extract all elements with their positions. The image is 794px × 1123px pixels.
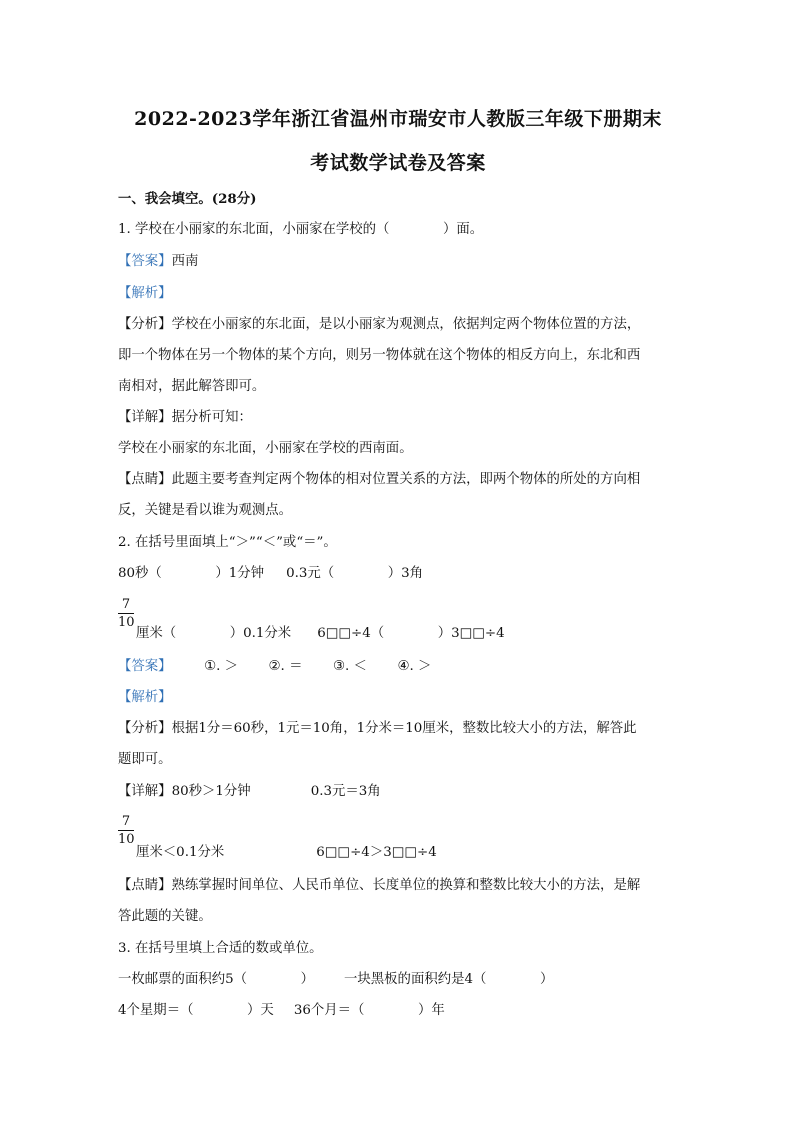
question-3: 3. 在括号里填上合适的数或单位。 — [118, 941, 323, 956]
q3-row2 — [118, 999, 445, 1018]
q3-item-c: 4个星期＝（ ）天 — [118, 1003, 274, 1018]
remark-label: 【点睛】 — [118, 878, 172, 893]
q1-remark-line2: 反，关键是看以谁为观测点。 — [118, 503, 293, 518]
q3-item-b: 一块黑板的面积约是4（ ） — [344, 972, 554, 987]
fraction-bar — [118, 830, 134, 831]
question-2: 2. 在括号里面填上“＞”“＜”或“＝”。 — [118, 535, 337, 550]
remark-text: 此题主要考查判定两个物体的相对位置关系的方法，即两个物体的所处的方向相 — [171, 472, 641, 487]
q1-answer — [118, 250, 198, 269]
detail-label: 【详解】 — [118, 784, 172, 799]
fraction-denominator: 10 — [118, 615, 135, 630]
fraction-7-10 — [118, 597, 134, 630]
fraction-numerator: 7 — [121, 597, 131, 612]
detail-d: 6□□÷4＞3□□÷4 — [316, 845, 437, 860]
q1-remark-line1 — [118, 468, 640, 487]
remark-text: 熟练掌握时间单位、人民币单位、长度单位的换算和整数比较大小的方法，是解 — [171, 878, 641, 893]
q1-detail-line2: 学校在小丽家的东北面，小丽家在学校的西南面。 — [118, 441, 413, 456]
q1-analysis-line2: 即一个物体在另一个物体的某个方向，则另一物体就在这个物体的相反方向上，东北和西 — [118, 348, 641, 363]
q3-item-a: 一枚邮票的面积约5（ ） — [118, 972, 314, 987]
fraction-denominator: 10 — [118, 832, 135, 847]
answer-3: ③. ＜ — [333, 659, 367, 674]
document-title-line2: 考试数学试卷及答案 — [310, 152, 486, 174]
answer-4: ④. ＞ — [397, 659, 432, 674]
document-title-line1: 2022-2023学年浙江省温州市瑞安市人教版三年级下册期末 — [134, 108, 662, 130]
q3-row1 — [118, 968, 553, 987]
q3-item-d: 36个月＝（ ）年 — [293, 1003, 445, 1018]
analysis-label: 【分析】 — [118, 721, 172, 736]
q2-row1 — [118, 562, 423, 581]
detail-a: 80秒＞1分钟 — [171, 784, 251, 799]
detail-text: 据分析可知： — [171, 410, 252, 425]
answer-tag: 【答案】 — [118, 254, 172, 269]
q2-detail-line2 — [136, 841, 437, 860]
analysis-tag: 【解析】 — [118, 690, 172, 705]
fraction-7-10-detail — [118, 814, 134, 847]
q2-item-a: 80秒（ ）1分钟 — [118, 566, 265, 581]
q2-item-c: 厘米（ ）0.1分米 — [136, 626, 292, 641]
q2-remark-line2: 答此题的关键。 — [118, 909, 212, 924]
fraction-numerator: 7 — [121, 814, 131, 829]
question-1: 1. 学校在小丽家的东北面，小丽家在学校的（ ）面。 — [118, 222, 484, 237]
remark-label: 【点睛】 — [118, 472, 172, 487]
answer-text: 西南 — [171, 254, 199, 269]
analysis-tag: 【解析】 — [118, 286, 172, 301]
detail-label: 【详解】 — [118, 410, 172, 425]
answer-tag: 【答案】 — [118, 659, 172, 674]
analysis-text: 根据1分＝60秒，1元＝10角，1分米＝10厘米，整数比较大小的方法，解答此 — [171, 721, 637, 736]
analysis-text: 学校在小丽家的东北面，是以小丽家为观测点，依据判定两个物体位置的方法， — [171, 317, 641, 332]
q1-detail — [118, 406, 252, 425]
q2-detail — [118, 780, 381, 799]
q2-item-d: 6□□÷4（ ）3□□÷4 — [317, 626, 505, 641]
section-heading: 一、我会填空。(28分) — [118, 191, 257, 207]
q2-answer — [118, 655, 431, 674]
q2-analysis-line2: 题即可。 — [118, 752, 172, 767]
q1-analysis-line1 — [118, 313, 640, 332]
detail-c: 厘米＜0.1分米 — [136, 845, 225, 860]
answer-1: ①. ＞ — [204, 659, 239, 674]
detail-b: 0.3元＝3角 — [310, 784, 381, 799]
q2-row2 — [136, 622, 505, 641]
q2-item-b: 0.3元（ ）3角 — [286, 566, 424, 581]
fraction-bar — [118, 613, 134, 614]
analysis-label: 【分析】 — [118, 317, 172, 332]
q1-analysis-line3: 南相对，据此解答即可。 — [118, 379, 266, 394]
q2-analysis-line1 — [118, 717, 637, 736]
answer-2: ②. ＝ — [268, 659, 303, 674]
q2-remark-line1 — [118, 874, 640, 893]
